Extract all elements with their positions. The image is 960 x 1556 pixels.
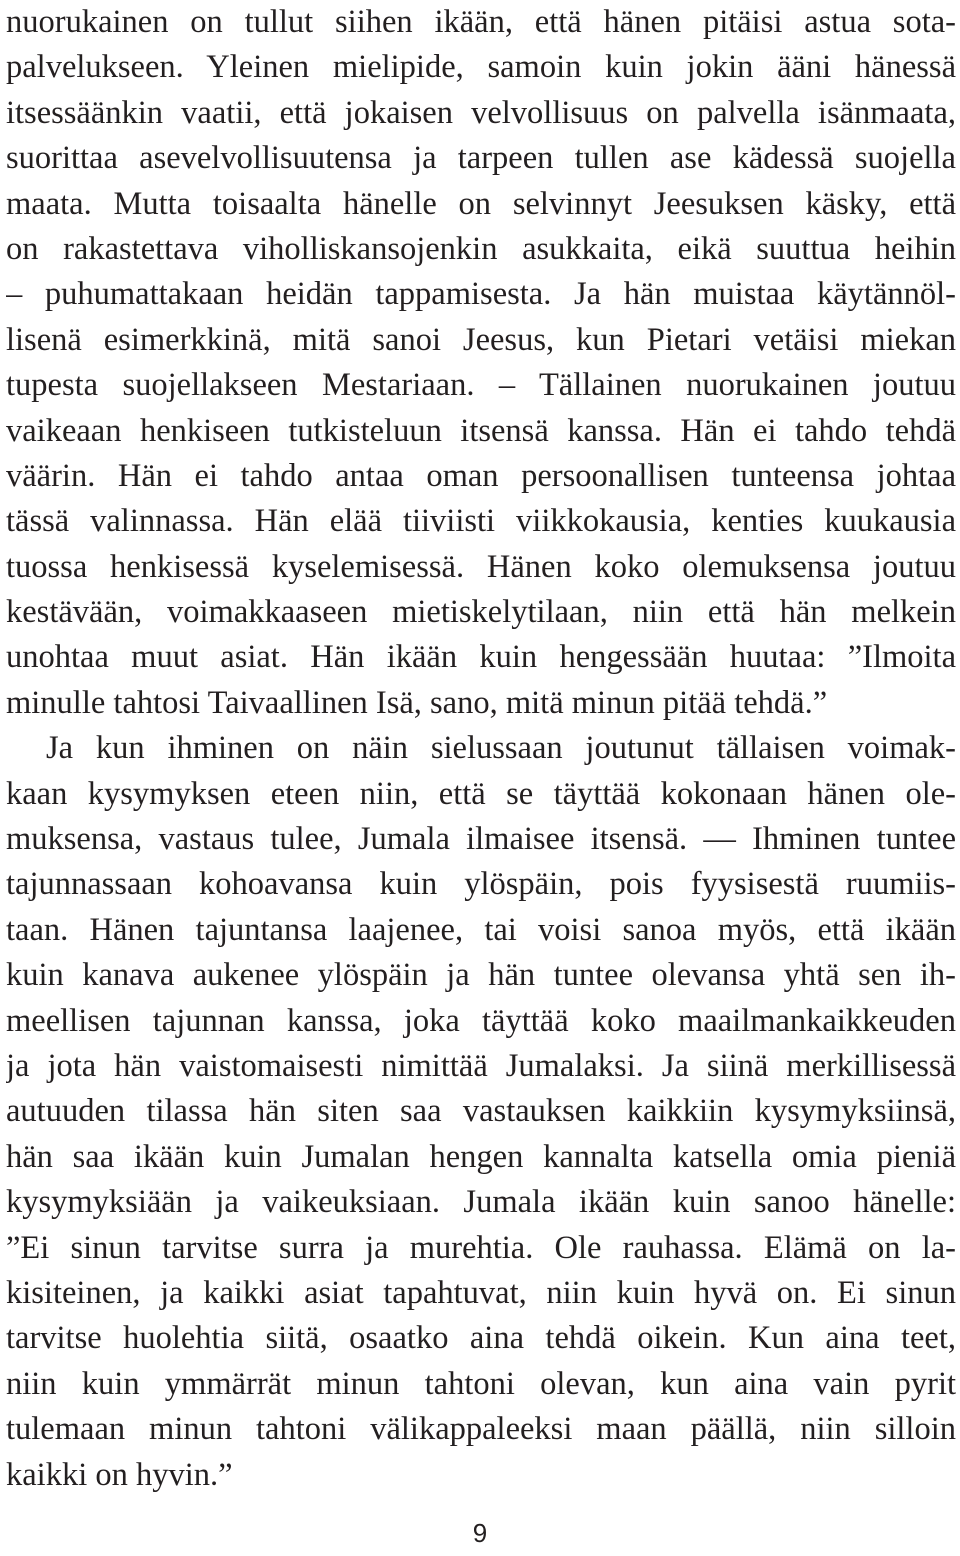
paragraph-1 (6, 0, 956, 726)
text-line: minulle tahtosi Taivaallinen Isä, sano, mitä minun pitää tehdä.” (6, 684, 828, 721)
text-line: lisenä esimerkkinä, mitä sanoi Jeesus, kun Pietari vetäisi miekan (6, 321, 956, 358)
text-line: kuin kanava aukenee ylöspäin ja hän tuntee olevansa yhtä sen ih- (6, 957, 956, 994)
text-line: maata. Mutta toisaalta hänelle on selvinnyt Jeesuksen käsky, että (6, 185, 956, 222)
text-line: tuossa henkisessä kyselemisessä. Hänen koko olemuksensa joutuu (6, 548, 956, 585)
text-line: tarvitse huolehtia siitä, osaatko aina tehdä oikein. Kun aina teet, (6, 1320, 956, 1357)
text-line: hän saa ikään kuin Jumalan hengen kannalta katsella omia pieniä (6, 1138, 956, 1175)
page-number: 9 (472, 1518, 488, 1548)
text-line: kaan kysymyksen eteen niin, että se täyttää kokonaan hänen ole- (6, 775, 956, 812)
text-line: taan. Hänen tajuntansa laajenee, tai voisi sanoa myös, että ikään (6, 911, 956, 948)
text-line: itsessäänkin vaatii, että jokaisen velvollisuus on palvella isänmaata, (6, 94, 956, 131)
text-line: niin kuin ymmärrät minun tahtoni olevan, kun aina vain pyrit (6, 1365, 956, 1402)
text-line: tajunnassaan kohoavansa kuin ylöspäin, pois fyysisestä ruumiis- (6, 866, 956, 903)
text-line: kysymyksiään ja vaikeuksiaan. Jumala ikään kuin sanoo hänelle: (6, 1184, 956, 1221)
text-line: palvelukseen. Yleinen mielipide, samoin kuin jokin ääni hänessä (6, 49, 956, 86)
text-line: tulemaan minun tahtoni välikappaleeksi maan päällä, niin silloin (6, 1411, 956, 1448)
text-line: suorittaa asevelvollisuutensa ja tarpeen tullen ase kädessä suojella (6, 140, 956, 177)
text-line: väärin. Hän ei tahdo antaa oman persoonallisen tunteensa johtaa (6, 457, 956, 494)
text-line: kisiteinen, ja kaikki asiat tapahtuvat, niin kuin hyvä on. Ei sinun (6, 1274, 956, 1311)
text-line: – puhumattakaan heidän tappamisesta. Ja hän muistaa käytännöl- (6, 276, 956, 313)
text-line: Ja kun ihminen on näin sielussaan joutunut tällaisen voimak- (46, 730, 956, 767)
text-line: tupesta suojellakseen Mestariaan. – Tällainen nuorukainen joutuu (6, 367, 956, 404)
text-line: tässä valinnassa. Hän elää tiiviisti viikkokausia, kenties kuukausia (6, 503, 956, 540)
text-line: meellisen tajunnan kanssa, joka täyttää koko maailmankaikkeuden (6, 1002, 956, 1039)
text-line: kaikki on hyvin.” (6, 1456, 233, 1493)
text-line: kestävään, voimakkaaseen mietiskelytilaan, niin että hän melkein (6, 594, 956, 631)
text-line: unohtaa muut asiat. Hän ikään kuin hengessään huutaa: ”Ilmoita (6, 639, 956, 676)
text-body (6, 0, 956, 1498)
text-line: autuuden tilassa hän siten saa vastauksen kaikkiin kysymyksiinsä, (6, 1093, 956, 1130)
text-line: ja jota hän vaistomaisesti nimittää Jumalaksi. Ja siinä merkillisessä (6, 1047, 956, 1084)
text-line: on rakastettava viholliskansojenkin asukkaita, eikä suuttua heihin (6, 230, 956, 267)
text-line: vaikeaan henkiseen tutkisteluun itsensä kanssa. Hän ei tahdo tehdä (6, 412, 956, 449)
paragraph-2 (6, 726, 956, 1498)
text-line: ”Ei sinun tarvitse surra ja murehtia. Ole rauhassa. Elämä on la- (6, 1229, 956, 1266)
text-line: muksensa, vastaus tulee, Jumala ilmaisee itsensä. — Ihminen tuntee (6, 821, 956, 858)
text-line: nuorukainen on tullut siihen ikään, että hänen pitäisi astua sota- (6, 4, 956, 40)
